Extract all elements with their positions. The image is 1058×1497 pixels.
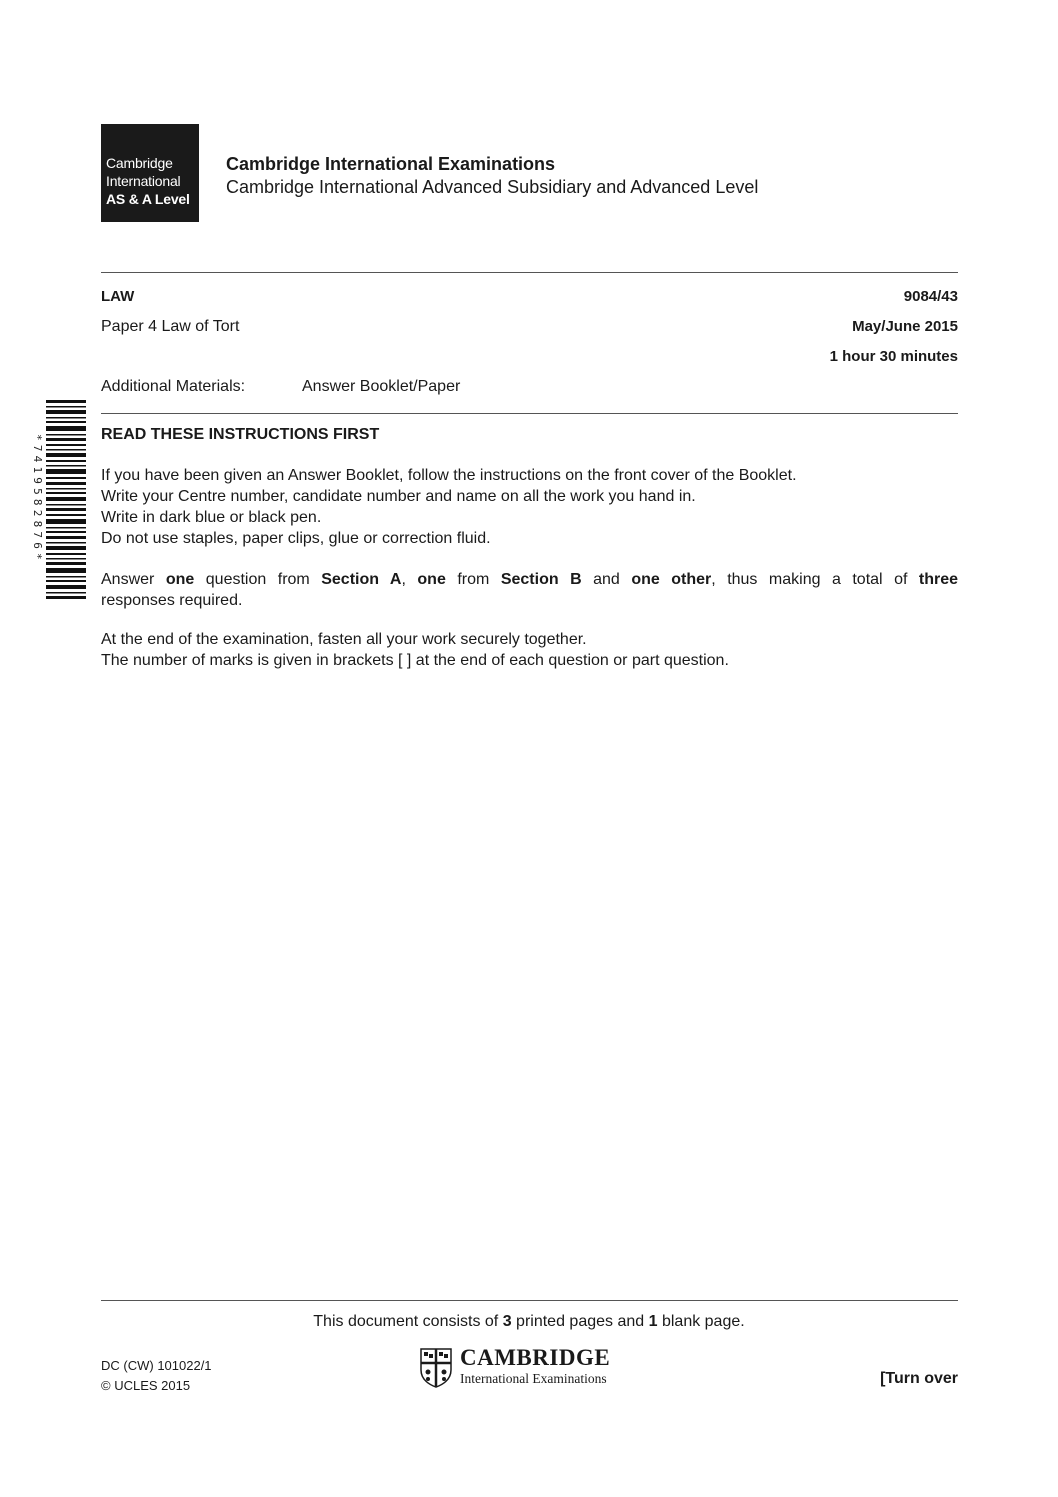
organisation-name: Cambridge International Examinations (226, 154, 556, 174)
answer-text: , thus making a total of (711, 571, 919, 588)
answer-emphasis: Section B (500, 571, 582, 588)
answer-instruction-line-1 (101, 569, 958, 590)
answer-text: Answer (101, 571, 166, 588)
page-count-note (0, 1313, 1058, 1331)
cambridge-crest-icon (420, 1348, 452, 1388)
answer-text: from (445, 571, 501, 588)
exam-session: May/June 2015 (852, 318, 958, 335)
document-reference (101, 1356, 212, 1396)
materials-value: Answer Booklet/Paper (302, 378, 461, 395)
exam-duration: 1 hour 30 minutes (829, 348, 958, 365)
logo-line-3: AS & A Level (106, 191, 190, 207)
subject-title: LAW (101, 288, 135, 305)
paper-code: 9084/43 (903, 288, 958, 305)
instruction-line: Write your Centre number, candidate number and name on all the work you hand in. (101, 488, 696, 505)
closing-instructions (101, 629, 958, 671)
answer-emphasis: one (417, 571, 446, 588)
answer-emphasis: three (918, 571, 959, 588)
answer-text: and (581, 571, 632, 588)
instruction-line: Write in dark blue or black pen. (101, 509, 322, 526)
header-divider (101, 272, 958, 273)
note-text: This document consists of (313, 1313, 503, 1330)
footer-divider (101, 1300, 958, 1301)
instructions-list (101, 465, 958, 549)
instructions-heading: READ THESE INSTRUCTIONS FIRST (101, 426, 380, 443)
instruction-line: If you have been given an Answer Booklet, follow the instructions on the front cover of the Booklet. (101, 467, 797, 484)
instruction-line: Do not use staples, paper clips, glue or correction fluid. (101, 530, 491, 547)
answer-emphasis: one (165, 571, 195, 588)
materials-label: Additional Materials: (101, 378, 246, 395)
turn-over-label: [Turn over (880, 1370, 958, 1387)
note-printed-pages: 3 (502, 1313, 512, 1330)
answer-emphasis: one other (631, 571, 712, 588)
copyright-notice: © UCLES 2015 (101, 1378, 191, 1393)
barcode-digits: *7419582876* (31, 434, 44, 564)
instruction-line: At the end of the examination, fasten all your work securely together. (101, 631, 587, 648)
answer-text: question from (194, 571, 322, 588)
logo-line-2: International (106, 173, 181, 189)
note-blank-pages: 1 (648, 1313, 658, 1330)
barcode-image (46, 398, 86, 600)
answer-text: , (401, 571, 418, 588)
cambridge-as-a-level-logo (101, 124, 199, 222)
cambridge-wordmark: CAMBRIDGE (460, 1345, 611, 1370)
reference-code: DC (CW) 101022/1 (101, 1358, 212, 1373)
note-text: blank page. (657, 1313, 745, 1330)
qualification-name: Cambridge International Advanced Subsidiary and Advanced Level (226, 177, 759, 197)
details-divider (101, 413, 958, 414)
answer-emphasis: Section A (321, 571, 402, 588)
answer-instruction-line-2: responses required. (101, 592, 243, 609)
answer-instruction (101, 569, 958, 611)
note-text: printed pages and (511, 1313, 649, 1330)
logo-line-1: Cambridge (106, 155, 173, 171)
paper-title: Paper 4 Law of Tort (101, 318, 240, 335)
cambridge-wordmark-subtitle: International Examinations (460, 1371, 607, 1386)
instruction-line: The number of marks is given in brackets [ ] at the end of each question or part question. (101, 652, 729, 669)
